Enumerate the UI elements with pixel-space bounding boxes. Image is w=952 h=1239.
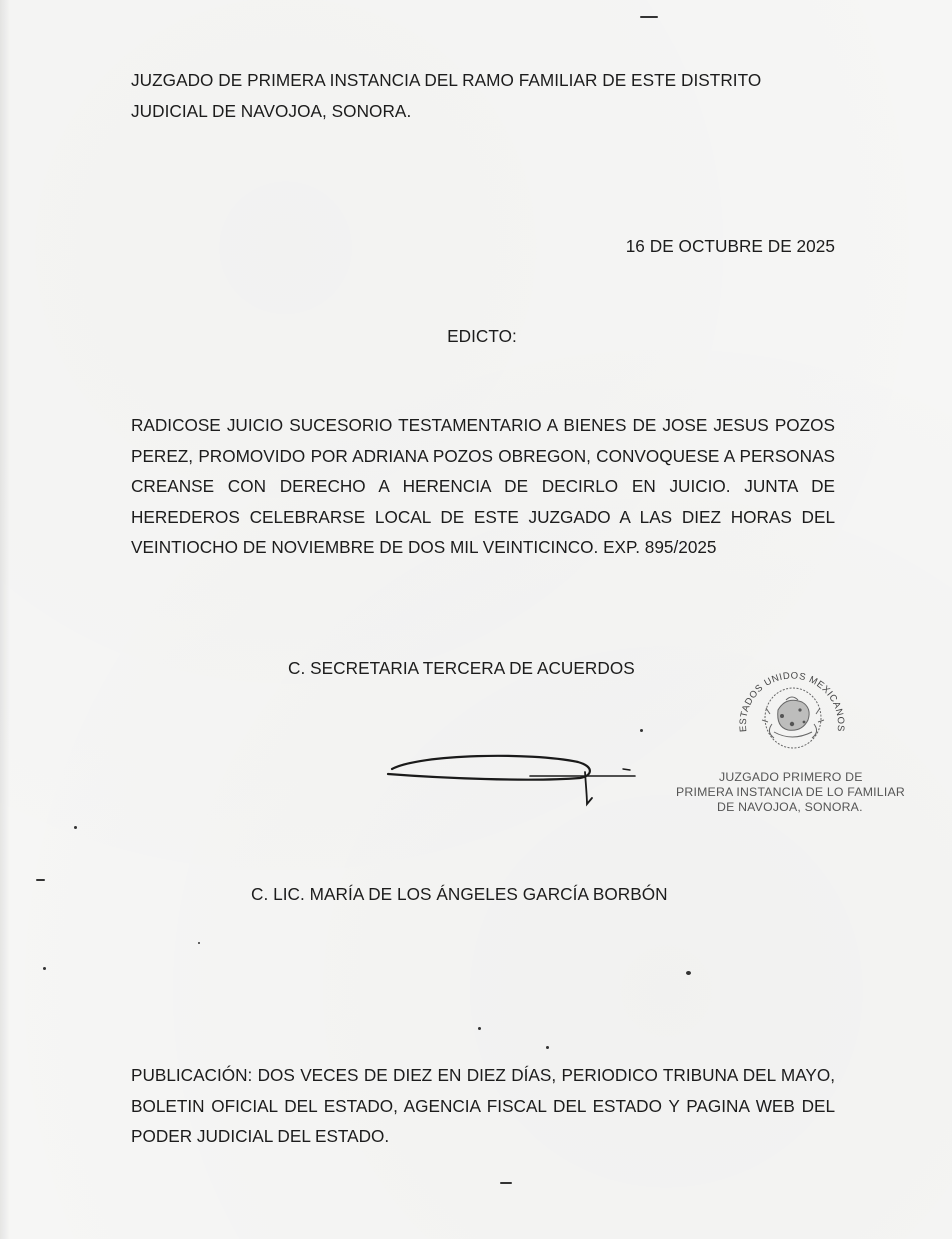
scan-speck <box>43 967 46 970</box>
scan-speck <box>74 826 77 829</box>
seal-line-instance: PRIMERA INSTANCIA DE LO FAMILIAR <box>676 785 905 799</box>
seal-ring-text: ESTADOS UNIDOS MEXICANOS <box>737 670 847 733</box>
handwritten-signature-icon <box>380 742 645 812</box>
scan-edge-shadow <box>0 0 10 1239</box>
scan-speck <box>640 729 643 732</box>
seal-line-court: JUZGADO PRIMERO DE <box>719 770 863 784</box>
scan-speck <box>500 1182 512 1184</box>
scan-speck <box>198 942 200 944</box>
seal-line-city: DE NAVOJOA, SONORA. <box>717 800 863 814</box>
scan-speck <box>36 879 45 881</box>
mexican-coat-of-arms-seal-icon <box>726 660 858 764</box>
signer-name: C. LIC. MARÍA DE LOS ÁNGELES GARCÍA BORBÓN <box>251 884 668 904</box>
court-header: JUZGADO DE PRIMERA INSTANCIA DEL RAMO FAMILIAR DE ESTE DISTRITO JUDICIAL DE NAVOJOA, SONORA. <box>131 70 762 121</box>
scan-speck <box>478 1027 481 1030</box>
document-date: 16 DE OCTUBRE DE 2025 <box>625 236 835 256</box>
scan-speck <box>546 1046 549 1049</box>
secretary-title: C. SECRETARIA TERCERA DE ACUERDOS <box>288 658 635 678</box>
publication-note: PUBLICACIÓN: DOS VECES DE DIEZ EN DIEZ DÍAS, PERIODICO TRIBUNA DEL MAYO, BOLETIN OFICIAL DEL ESTADO, AGENCIA FISCAL DEL ESTADO Y PAGINA WEB DEL PODER JUDICIAL DEL ESTADO. <box>131 1065 835 1146</box>
edict-body: RADICOSE JUICIO SUCESORIO TESTAMENTARIO A BIENES DE JOSE JESUS POZOS PEREZ, PROMOVIDO POR ADRIANA POZOS OBREGON, CONVOQUESE A PERSONAS CREANSE CON DERECHO A HERENCIA DE DECIRLO EN JUICIO. JUNTA DE HEREDEROS CELEBRARSE LOCAL DE ESTE JUZGADO A LAS DIEZ HORAS DEL VEINTIOCHO DE NOVIEMBRE DE DOS MIL VEINTICINCO. EXP. 895/2025 <box>131 415 835 557</box>
scan-speck <box>686 971 691 975</box>
scan-speck <box>640 16 658 18</box>
edict-title: EDICTO: <box>447 326 517 346</box>
